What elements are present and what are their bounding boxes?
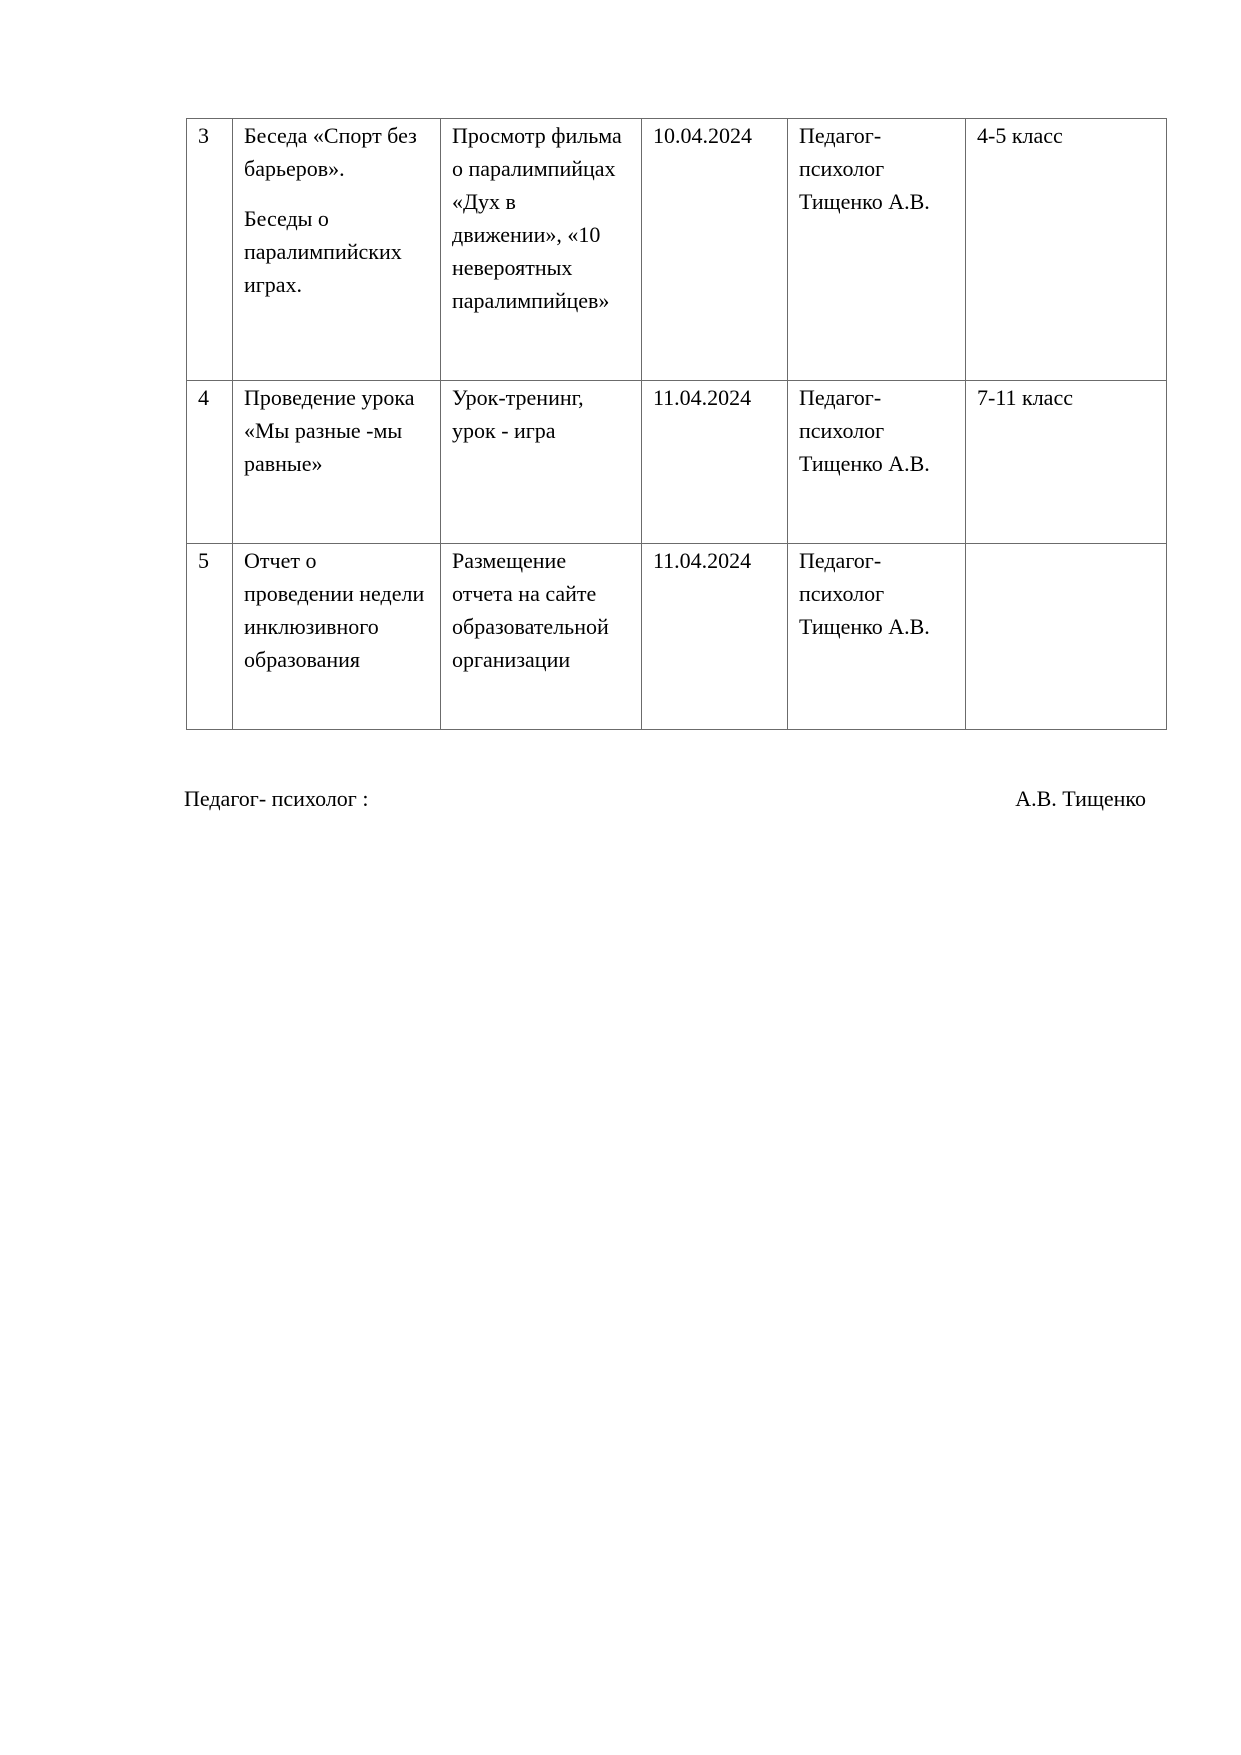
table-row <box>187 381 1167 544</box>
event-cell <box>233 544 441 730</box>
table-row <box>187 544 1167 730</box>
event-cell <box>233 119 441 381</box>
event-line: Отчет о проведении недели инклюзивного образования <box>244 548 425 672</box>
event-cell <box>233 381 441 544</box>
event-line: Беседы о паралимпийских играх. <box>244 206 402 297</box>
row-number-cell: 4 <box>187 381 233 544</box>
events-table <box>186 118 1167 730</box>
signature-role: Педагог- психолог : <box>184 786 369 811</box>
audience-cell <box>966 544 1167 730</box>
form-cell: Просмотр фильма о паралимпийцах «Дух в движении», «10 невероятных паралимпийцев» <box>441 119 642 381</box>
audience-cell: 7-11 класс <box>966 381 1167 544</box>
date-cell: 10.04.2024 <box>642 119 788 381</box>
date-cell: 11.04.2024 <box>642 544 788 730</box>
row-number-cell: 3 <box>187 119 233 381</box>
event-line: Беседа «Спорт без барьеров». <box>244 123 417 181</box>
audience-cell: 4-5 класс <box>966 119 1167 381</box>
table-row <box>187 119 1167 381</box>
date-cell: 11.04.2024 <box>642 381 788 544</box>
form-cell: Урок-тренинг, урок - игра <box>441 381 642 544</box>
form-cell: Размещение отчета на сайте образовательной организации <box>441 544 642 730</box>
responsible-cell: Педагог- психолог Тищенко А.В. <box>788 381 966 544</box>
responsible-cell: Педагог- психолог Тищенко А.В. <box>788 544 966 730</box>
event-line: Проведение урока «Мы разные -мы равные» <box>244 385 415 476</box>
responsible-cell: Педагог- психолог Тищенко А.В. <box>788 119 966 381</box>
signature-name: А.В. Тищенко <box>1015 786 1146 811</box>
row-number-cell: 5 <box>187 544 233 730</box>
